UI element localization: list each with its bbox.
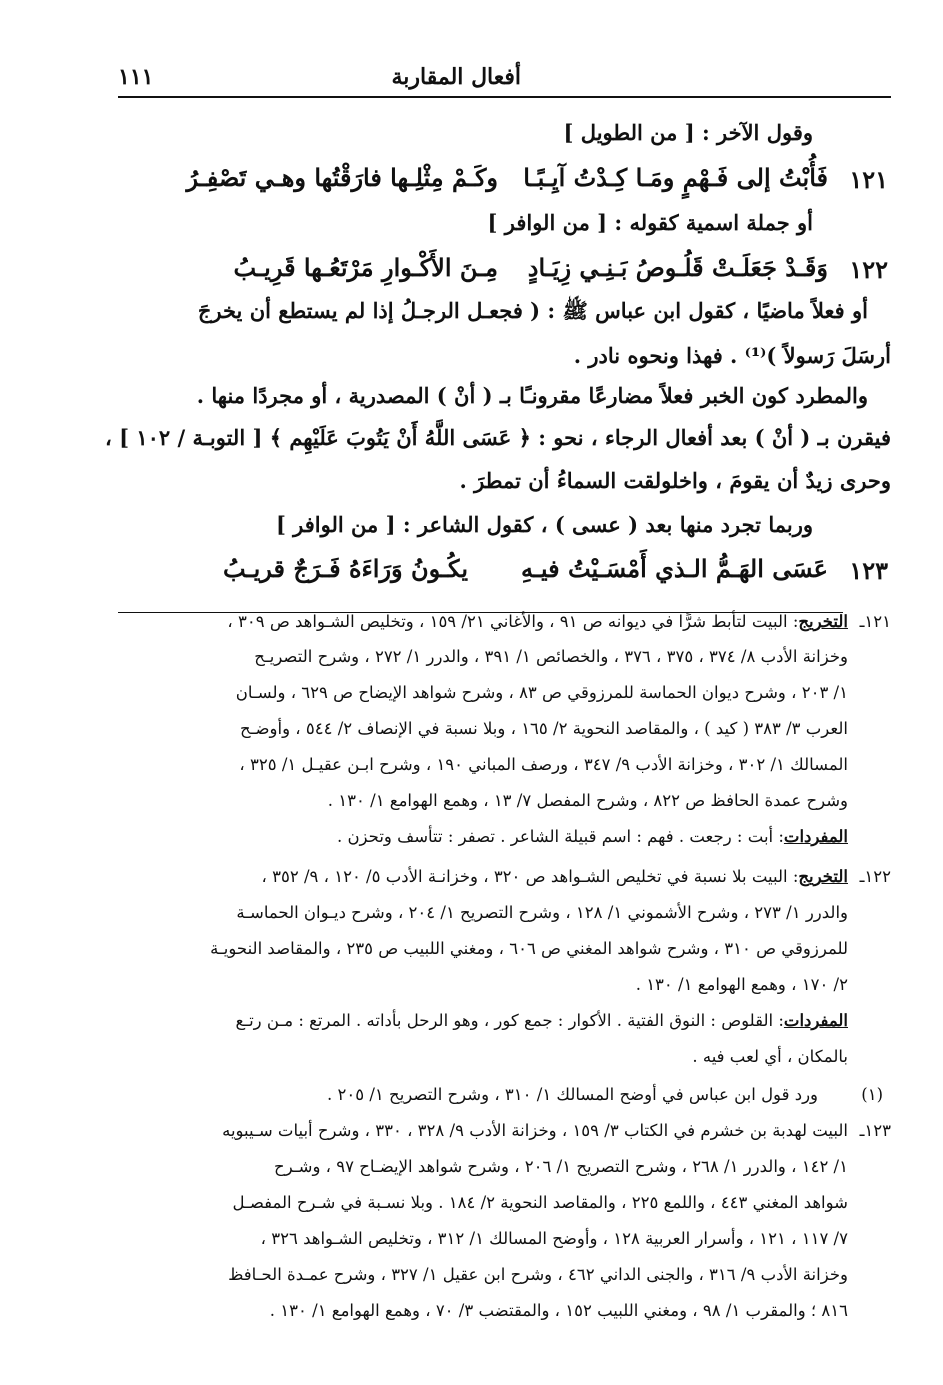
footnote-line: والدرر ١/ ٢٧٣ ، وشرح الأشموني ١/ ١٢٨ ، وشرح التصريح ١/ ٢٠٤ ، وشرح ديـوان الحماسـة bbox=[236, 903, 848, 922]
footnote-line: البيت لهدبة بن خشرم في الكتاب ٣/ ١٥٩ ، وخزانة الأدب ٩/ ٣٢٨ ، ٣٣٠ ، وشرح أبيات سـيبويه bbox=[222, 1121, 848, 1140]
footnote-line: العرب ٣/ ٣٨٣ ( كيد ) ، والمقاصد النحوية ٢/ ١٦٥ ، وبلا نسبة في الإنصاف ٢/ ٥٤٤ ، وأوضـح bbox=[240, 719, 848, 738]
page-number: ١١١ bbox=[118, 64, 154, 90]
footnote-line: : البيت لتأبط شرًّا في ديوانه ص ٩١ ، والأغاني ٢١/ ١٥٩ ، وتخليص الشـواهد ص ٣٠٩ ، bbox=[227, 612, 799, 631]
footnote-122-lead: ١٢٢ـ bbox=[859, 867, 891, 886]
footnote-line: للمرزوقي ص ٣١٠ ، وشرح شواهد المغني ص ٦٠٦ ، ومغني اللبيب ص ٢٣٥ ، والمقاصد النحويـة bbox=[210, 939, 848, 958]
footnote-label: المفردات bbox=[783, 827, 848, 846]
footnote-line: : أبت : رجعت . فهم : اسم قبيلة الشاعر . تصفر : تتأسف وتحزن . bbox=[336, 827, 784, 846]
verse-number-122: ١٢٢ bbox=[849, 255, 888, 284]
verse-122-second-hemistich: مِـنَ الأَكْـوارِ مَرْتَعُـها قَرِيـبُ bbox=[233, 253, 498, 282]
paragraph-line-8: وربما تجرد منها بعد ( عسى ) ، كقول الشاعر : [ من الوافر ] bbox=[275, 512, 813, 537]
footnote-1-text: ورد قول ابن عباس في أوضح المسالك ١/ ٣١٠ ، وشرح التصريح ١/ ٢٠٥ . bbox=[327, 1085, 818, 1104]
footnote-label: التخريج bbox=[798, 612, 848, 631]
verse-123-second-hemistich: يكُـونُ وَرَاءَهُ فَـرَجٌ قريـبُ bbox=[223, 554, 468, 583]
verse-number-121: ١٢١ bbox=[849, 165, 888, 194]
verse-121-second-hemistich: وكَـمْ مِثْلِـها فارَقْتُها وهـي تَصْفِـرُ bbox=[186, 163, 498, 192]
footnote-122-takhrij bbox=[262, 867, 848, 886]
footnote-line: ١/ ١٤٢ ، والدرر ١/ ٢٦٨ ، وشرح التصريح ١/ ٢٠٦ ، وشرح شواهد الإيضـاح ٩٧ ، وشـرح bbox=[274, 1157, 848, 1176]
paragraph-line-4: أرسَلَ رَسولاً )⁽¹⁾ . فهذا ونحوه نادر . bbox=[573, 343, 891, 368]
paragraph-line-6: فيقرن بـ ( أنْ ) بعد أفعال الرجاء ، نحو : ﴿ عَسَى اللَّهُ أَنْ يَتُوبَ عَلَيْهِم ﴾ [ التوبـة / ١٠٢ ] ، bbox=[105, 425, 891, 450]
chapter-title: أفعال المقاربة bbox=[391, 64, 521, 90]
footnote-121-lead: ١٢١ـ bbox=[859, 612, 891, 631]
footnote-line: : البيت بلا نسبة في تخليص الشـواهد ص ٣٢٠ ، وخزانـة الأدب ٥/ ١٢٠ ، ٩/ ٣٥٢ ، bbox=[261, 867, 799, 886]
footnote-122-mufradat bbox=[235, 1011, 848, 1030]
footnote-line: وشرح عمدة الحافظ ص ٨٢٢ ، وشرح المفصل ٧/ ١٣ ، وهمع الهوامع ١/ ١٣٠ . bbox=[327, 791, 848, 810]
footnote-label: المفردات bbox=[783, 1011, 848, 1030]
running-header bbox=[118, 62, 891, 98]
footnote-line: ٧/ ١١٧ ، ١٢١ ، وأسرار العربية ١٢٨ ، وأوضح المسالك ١/ ٣١٢ ، وتخليص الشـواهد ٣٢٦ ، bbox=[260, 1229, 848, 1248]
verse-123-first-hemistich: عَسَى الهَـمُّ الـذي أَمْسَـيْتُ فيـهِ bbox=[521, 554, 828, 583]
footnote-line: : القلوص : النوق الفتية . الأكوار : جمع كور ، وهو الرحل بأداته . المرتع : مـن رتـع bbox=[235, 1011, 784, 1030]
footnote-line: شواهد المغني ٤٤٣ ، واللمع ٢٢٥ ، والمقاصد النحوية ٢/ ١٨٤ . وبلا نسـبة في شـرح المفصـل bbox=[232, 1193, 848, 1212]
footnote-line: وخزانة الأدب ٩/ ٣١٦ ، والجنى الداني ٤٦٢ ، وشرح ابن عقيل ١/ ٣٢٧ ، وشرح عمـدة الحـافظ bbox=[228, 1265, 848, 1284]
footnote-line: بالمكان ، أي لعب فيه . bbox=[692, 1047, 848, 1066]
paragraph-line-5: والمطرد كون الخبر فعلاً مضارعًا مقرونـًا بـ ( أنْ ) المصدرية ، أو مجردًا منها . bbox=[196, 383, 868, 408]
intro-line-2: أو جملة اسمية كقوله : [ من الوافر ] bbox=[487, 210, 813, 235]
footnote-line: ٢/ ١٧٠ ، وهمع الهوامع ١/ ١٣٠ . bbox=[635, 975, 848, 994]
verse-121-first-hemistich: فَأُبْتُ إلى فَـهْمٍ ومَـا كِـدْتُ آيِـبًـا bbox=[523, 163, 828, 192]
footnote-label: التخريج bbox=[798, 867, 848, 886]
footnote-121-takhrij bbox=[227, 612, 848, 631]
verse-number-123: ١٢٣ bbox=[849, 556, 888, 585]
footnote-121-mufradat bbox=[337, 827, 848, 846]
footnote-1-lead: (١) bbox=[861, 1085, 883, 1104]
verse-122-first-hemistich: وَقَـدْ جَعَلَـتْ قَلُـوصُ بَـنِـي زِيَـادٍ bbox=[527, 253, 828, 282]
intro-line-1: وقول الآخر : [ من الطويل ] bbox=[563, 120, 813, 145]
paragraph-line-7: وحرى زيدٌ أن يقومَ ، واخلولقت السماءُ أن تمطرَ . bbox=[459, 468, 891, 493]
footnote-line: ٨١٦ ؛ والمقرب ١/ ٩٨ ، ومغني اللبيب ١٥٢ ، والمقتضب ٣/ ٧٠ ، وهمع الهوامع ١/ ١٣٠ . bbox=[269, 1301, 848, 1320]
paragraph-line-3: أو فعلاً ماضيًا ، كقول ابن عباس ﷺ : ( فجعـل الرجـلُ إذا لم يستطع أن يخرجَ bbox=[197, 298, 868, 323]
footnote-line: ١/ ٢٠٣ ، وشرح ديوان الحماسة للمرزوقي ص ٨٣ ، وشرح شواهد الإيضاح ص ٦٢٩ ، ولسـان bbox=[235, 683, 848, 702]
footnote-123-lead: ١٢٣ـ bbox=[859, 1121, 891, 1140]
footnote-line: وخزانة الأدب ٨/ ٣٧٤ ، ٣٧٥ ، ٣٧٦ ، والخصائص ١/ ٣٩١ ، والدرر ١/ ٢٧٢ ، وشرح التصريـح bbox=[254, 647, 848, 666]
footnote-line: المسالك ١/ ٣٠٢ ، وخزانة الأدب ٩/ ٣٤٧ ، ورصف المباني ١٩٠ ، وشرح ابـن عقيـل ١/ ٣٢٥ ، bbox=[239, 755, 848, 774]
